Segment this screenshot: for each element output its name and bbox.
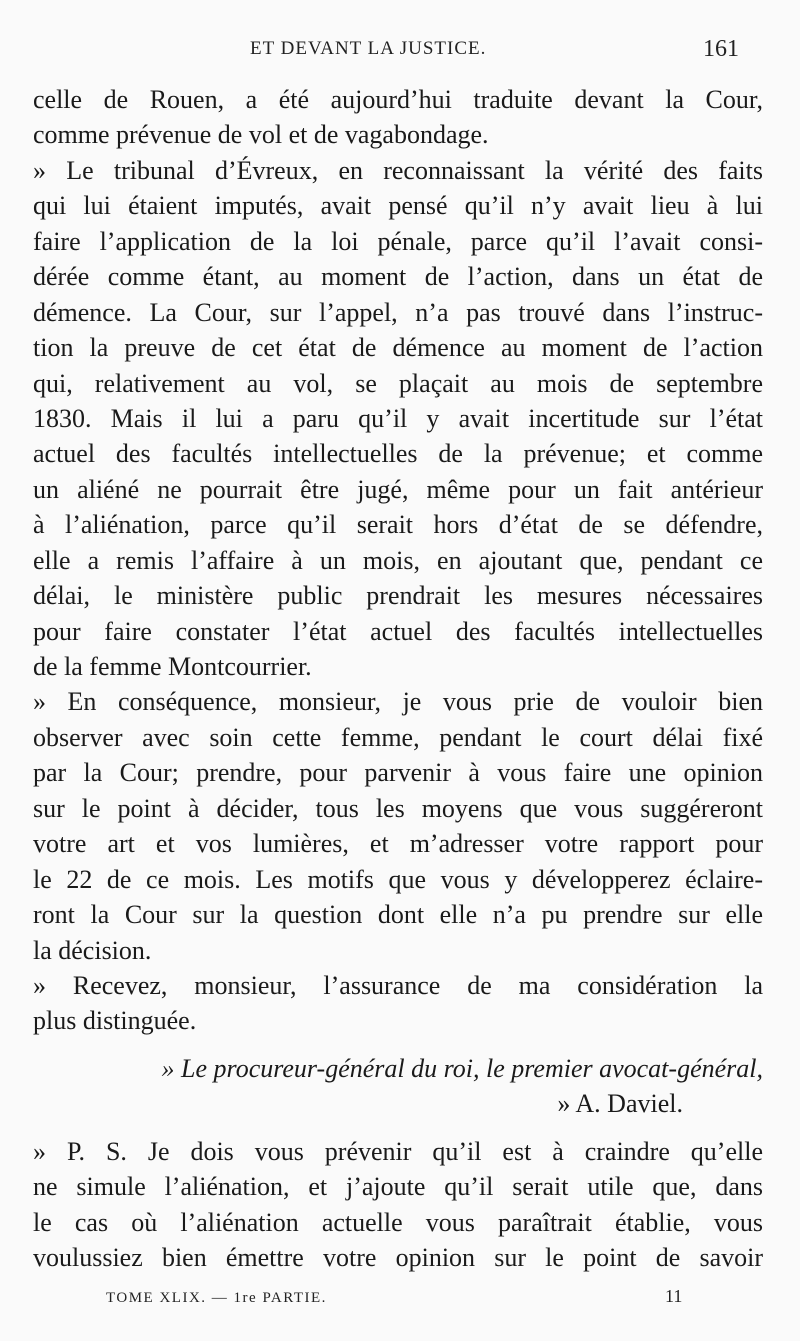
footer-signature-mark: 11 (665, 1286, 683, 1306)
body-text (33, 82, 763, 1275)
text-line: qui, relativement au vol, se plaçait au mois de septembre (33, 368, 763, 398)
signature-name: » A. Daviel. (557, 1089, 683, 1119)
page-number: 161 (703, 36, 739, 62)
text-line: un aliéné ne pourrait être jugé, même pour un fait antérieur (33, 474, 763, 504)
text-line: 1830. Mais il lui a paru qu’il y avait incertitude sur l’état (33, 403, 763, 433)
text-line: faire l’application de la loi pénale, parce qu’il l’avait consi- (33, 226, 763, 256)
text-line: votre art et vos lumières, et m’adresser votre rapport pour (33, 829, 763, 859)
text-line: à l’aliénation, parce qu’il serait hors d’état de se défendre, (33, 510, 763, 540)
text-line: voulussiez bien émettre votre opinion sur le point de savoir (33, 1243, 763, 1272)
signature-title: » Le procureur-général du roi, le premier avocat-général, (161, 1053, 763, 1083)
text-line: de la femme Montcourrier. (33, 652, 312, 681)
text-line: » En conséquence, monsieur, je vous prie de vouloir bien (33, 687, 763, 717)
running-head: ET DEVANT LA JUSTICE. (250, 38, 487, 59)
text-line: elle a remis l’affaire à un mois, en ajoutant que, pendant ce (33, 545, 763, 575)
footer-volume: TOME XLIX. — 1re PARTIE. (106, 1290, 327, 1306)
text-line: dérée comme étant, au moment de l’action, dans un état de (33, 262, 763, 292)
text-line: le 22 de ce mois. Les motifs que vous y développerez éclaire- (33, 864, 763, 894)
text-line: ront la Cour sur la question dont elle n’a pu prendre sur elle (33, 900, 763, 930)
text-line: pour faire constater l’état actuel des facultés intellectuelles (33, 616, 763, 646)
text-line: plus distinguée. (33, 1006, 197, 1036)
text-line: » P. S. Je dois vous prévenir qu’il est à craindre qu’elle (33, 1136, 763, 1166)
text-line: comme prévenue de vol et de vagabondage. (33, 120, 489, 150)
text-line: sur le point à décider, tous les moyens que vous suggéreront (33, 793, 763, 823)
text-line: actuel des facultés intellectuelles de la prévenue; et comme (33, 439, 763, 469)
text-line: » Le tribunal d’Évreux, en reconnaissant la vérité des faits (33, 155, 763, 185)
text-line: démence. La Cour, sur l’appel, n’a pas trouvé dans l’instruc- (33, 297, 763, 327)
text-line: délai, le ministère public prendrait les mesures nécessaires (33, 581, 763, 611)
text-line: ne simule l’aliénation, et j’ajoute qu’il serait utile que, dans (33, 1172, 763, 1202)
text-line: observer avec soin cette femme, pendant le court délai fixé (33, 722, 763, 752)
paragraph-gap (33, 1122, 763, 1134)
paragraph-gap (33, 1039, 763, 1051)
text-line: qui lui étaient imputés, avait pensé qu’il n’y avait lieu à lui (33, 191, 763, 221)
text-line: celle de Rouen, a été aujourd’hui traduite devant la Cour, (33, 85, 763, 114)
text-line: la décision. (33, 935, 152, 965)
text-line: » Recevez, monsieur, l’assurance de ma considération la (33, 970, 763, 1000)
text-line: le cas où l’aliénation actuelle vous paraîtrait établie, vous (33, 1207, 763, 1237)
text-line: tion la preuve de cet état de démence au moment de l’action (33, 333, 763, 363)
text-line: par la Cour; prendre, pour parvenir à vous faire une opinion (33, 758, 763, 788)
